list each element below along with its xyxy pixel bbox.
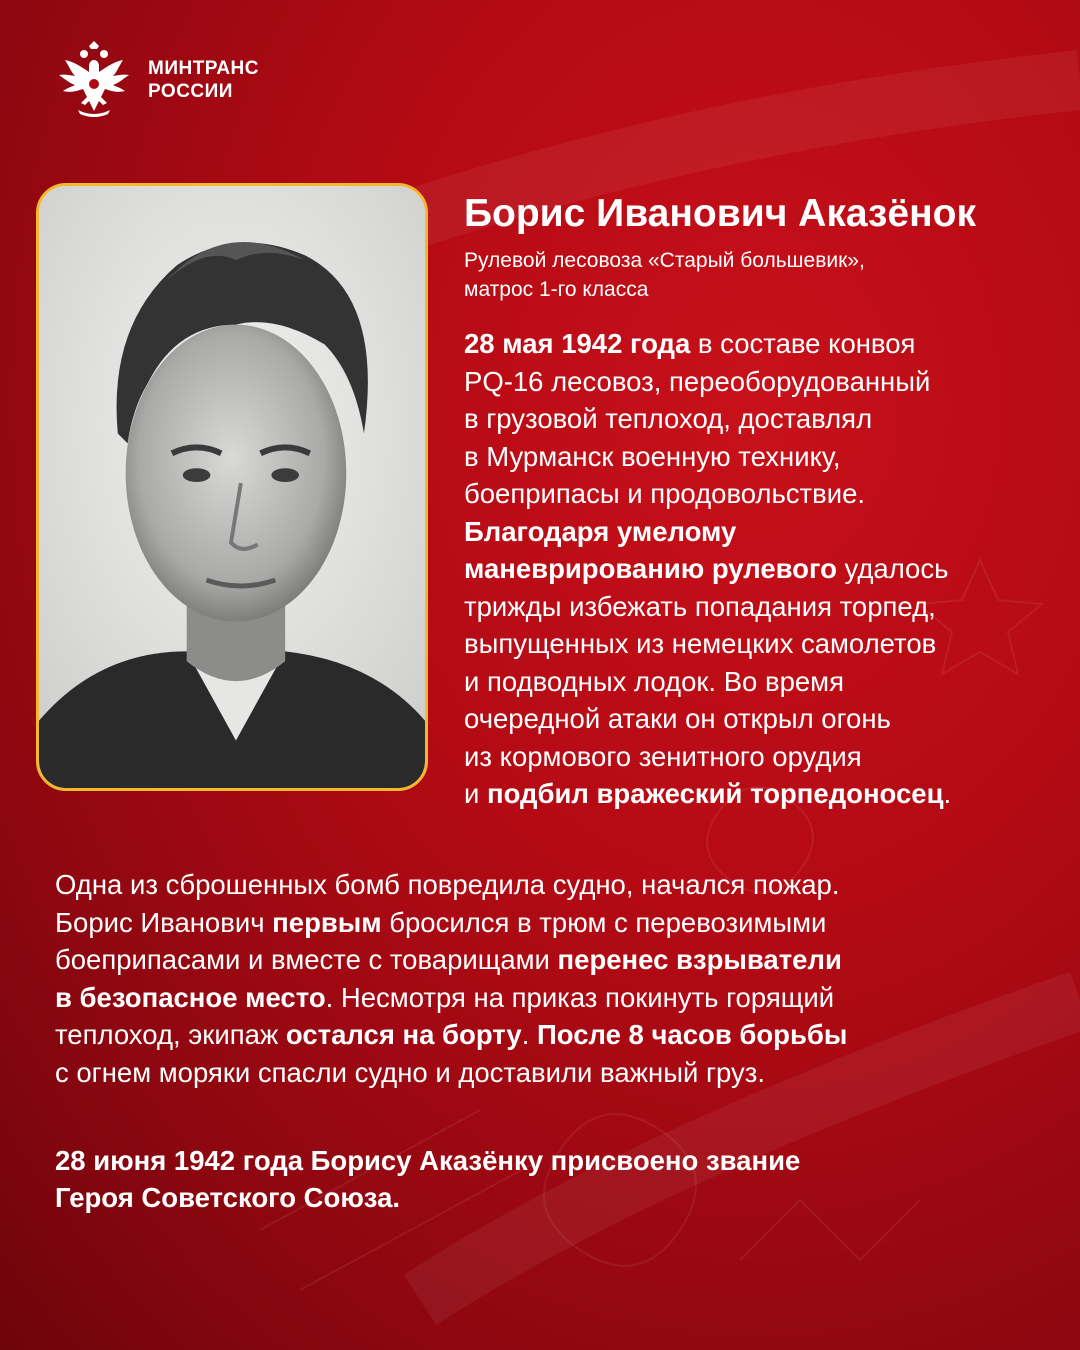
text-line: и подводных лодок. Во время [464,665,844,697]
text-line: трижды избежать попадания торпед, [464,590,936,622]
double-headed-eagle-icon [52,38,136,122]
hero-name: Борис Иванович Аказёнок [464,192,976,235]
brand-line-1: МИНТРАНС [148,58,259,79]
text-line: Одна из сброшенных бомб повредила судно, начался пожар. [55,869,840,900]
text-line: и подбил вражеский торпедоносец. [464,778,952,809]
text-line: 28 мая 1942 года в составе конвоя [464,328,916,359]
portrait-photo [39,186,425,788]
brand-logo [52,38,259,122]
text-line: теплоход, экипаж остался на борту. После 8 часов борьбы [55,1019,848,1050]
text-line: Благодаря умелому [464,515,737,547]
story-paragraph-2 [55,866,847,1091]
text-line: с огнем моряки спасли судно и доставили важный груз. [55,1056,765,1088]
story-paragraph-1 [464,325,951,813]
text-line: боеприпасами и вместе с товарищами перенес взрыватели [55,944,842,975]
brand-line-2: РОССИИ [148,81,233,102]
hero-role [464,246,1024,304]
text-line: Героя Советского Союза. [55,1182,401,1213]
text-line: из кормового зенитного орудия [464,740,862,772]
text-line: очередной атаки он открыл огонь [464,703,891,734]
text-line: в безопасное место. Несмотря на приказ покинуть горящий [55,981,835,1013]
text-line: Борис Иванович первым бросился в трюм с перевозимыми [55,906,827,938]
text-line: 28 июня 1942 года Борису Аказёнку присвоено звание [55,1145,801,1176]
text-line: в грузовой теплоход, доставлял [464,403,873,434]
text-line: выпущенных из немецких самолетов [464,628,937,659]
text-line: PQ-16 лесовоз, переоборудованный [464,365,931,397]
role-line-2: матрос 1-го класса [464,278,649,301]
portrait-frame [36,183,428,791]
story-paragraph-3 [55,1142,800,1216]
text-line: в Мурманск военную технику, [464,440,841,472]
text-line: маневрированию рулевого удалось [464,553,949,584]
text-line: боеприпасы и продовольствие. [464,478,866,509]
role-line-1: Рулевой лесовоза «Старый большевик», [464,249,865,272]
